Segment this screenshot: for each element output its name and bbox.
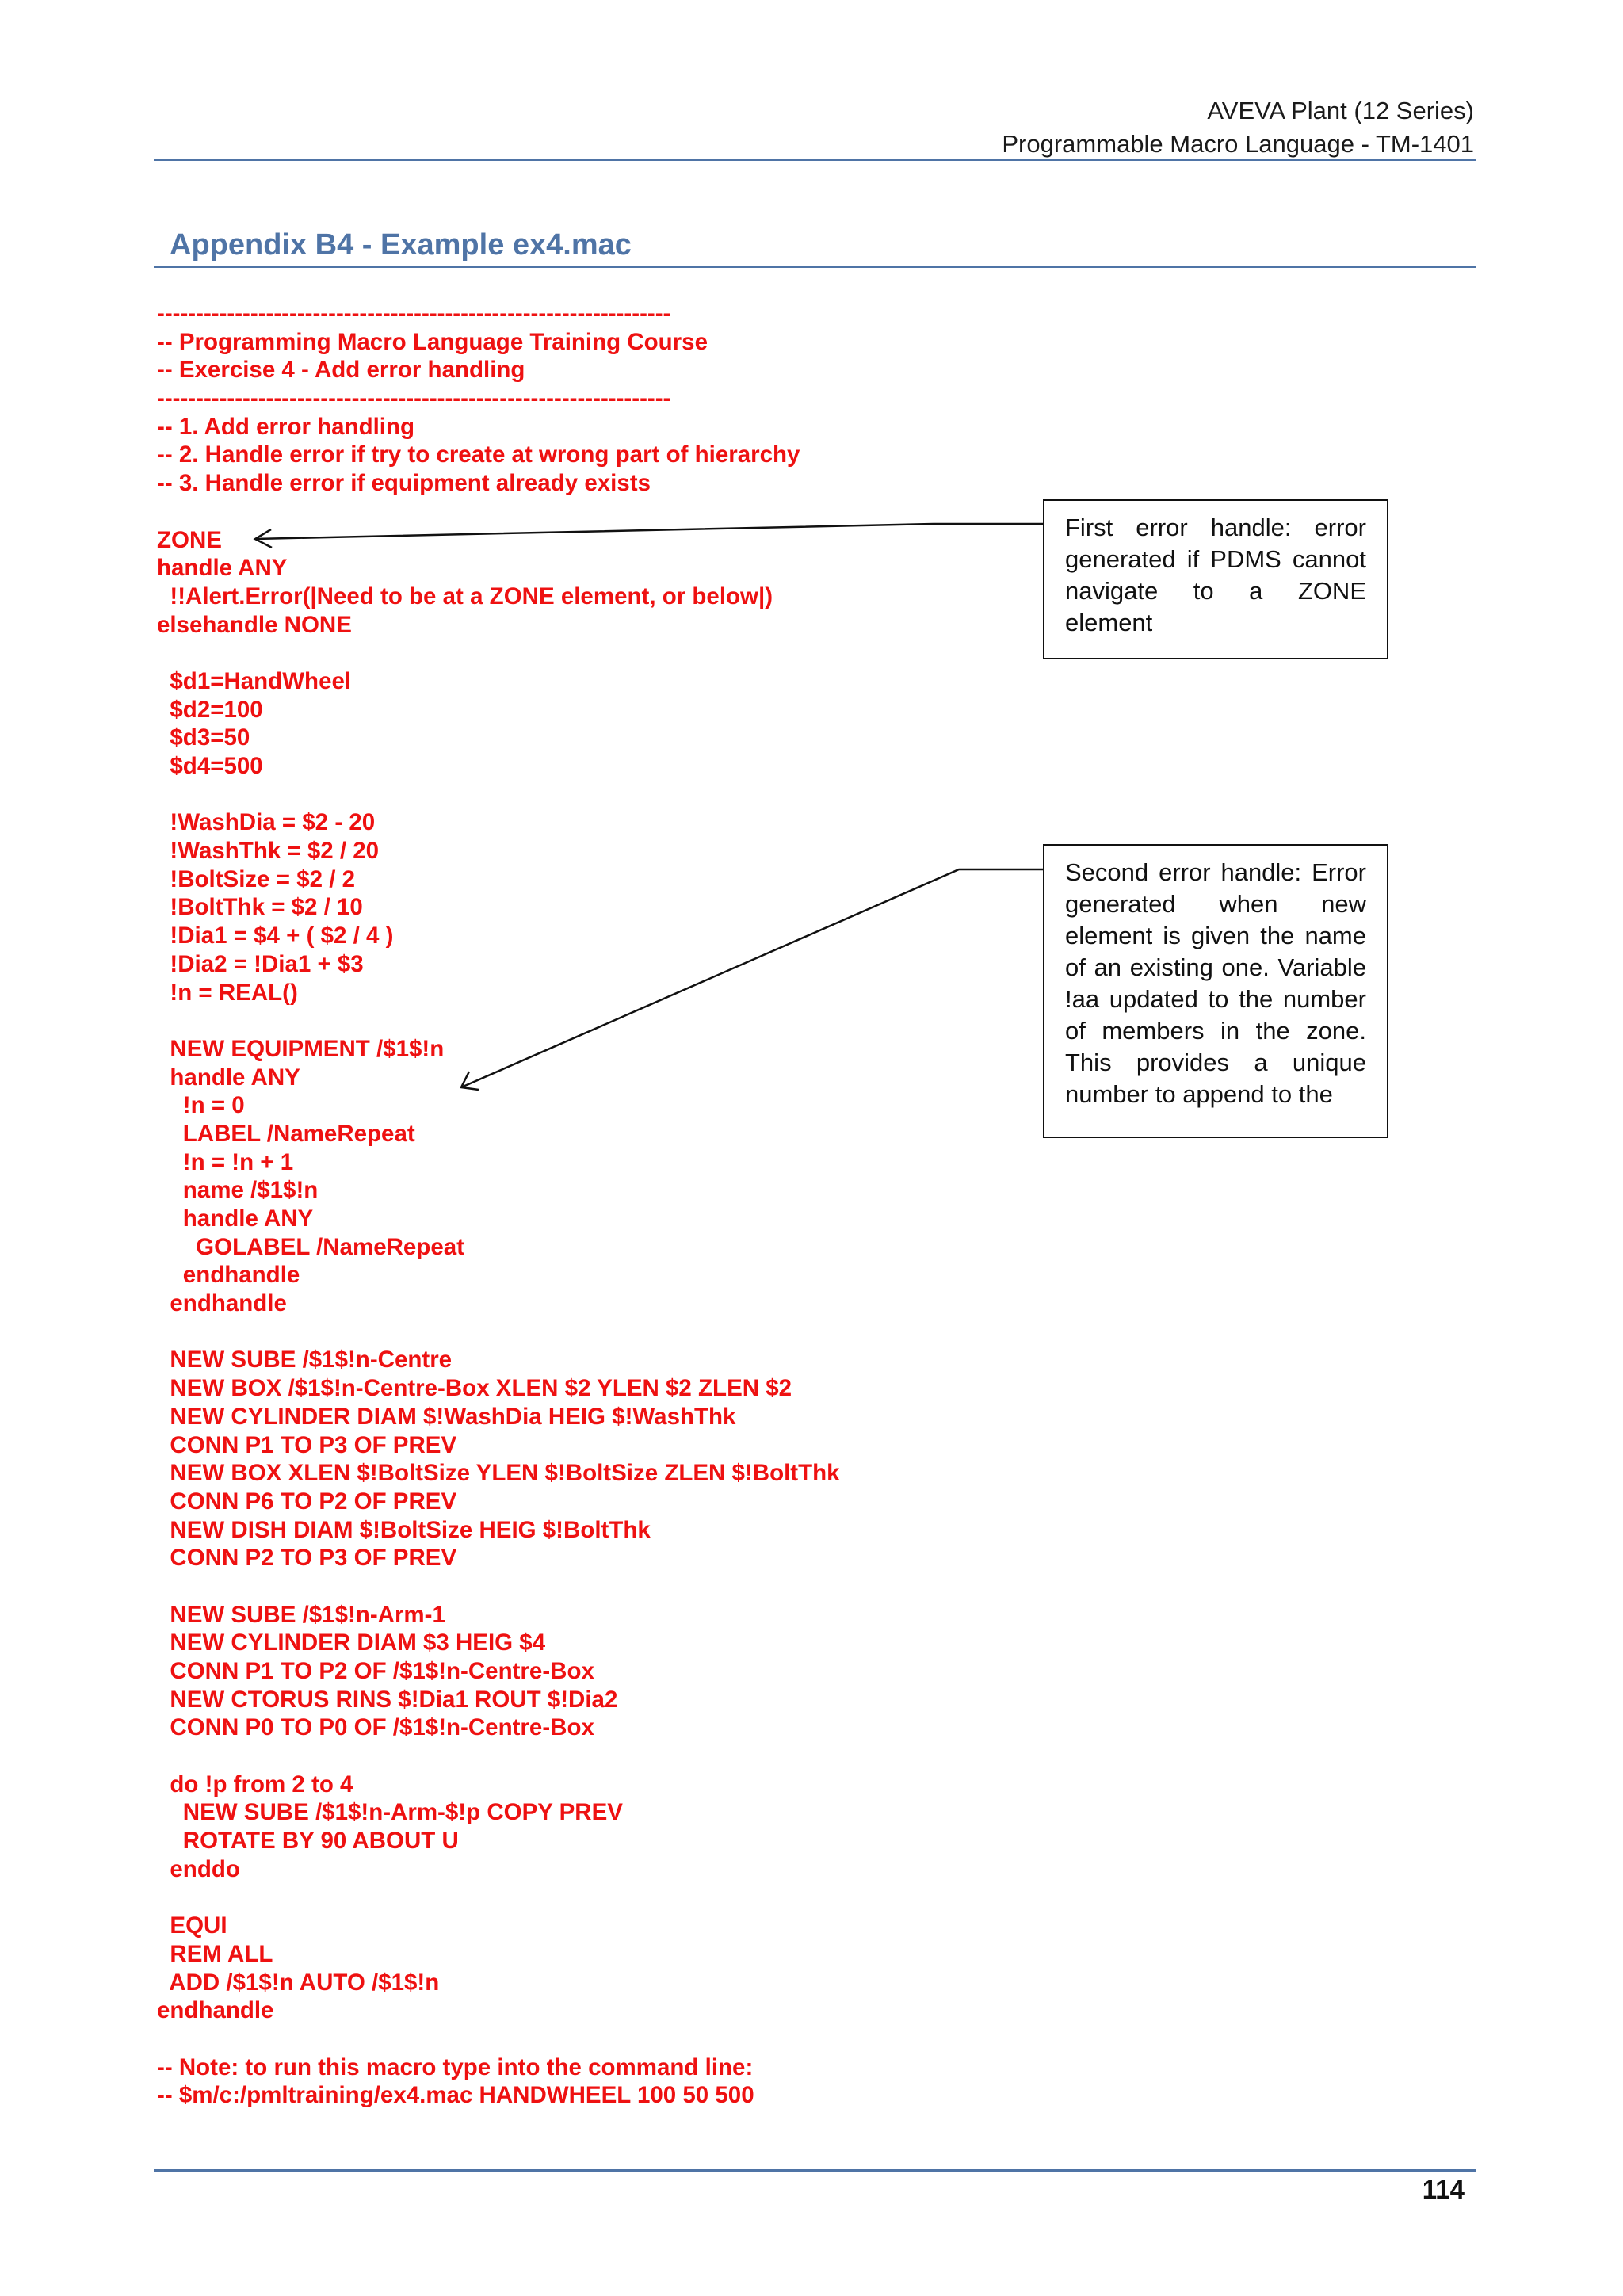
- code-line: endhandle: [157, 1997, 274, 2024]
- code-line: ------------------------------------------------------------------: [157, 300, 671, 327]
- code-line: -- Programming Macro Language Training Course: [157, 328, 708, 355]
- code-line: !n = REAL(): [157, 979, 298, 1006]
- page-number: 114: [1422, 2175, 1465, 2204]
- code-line: !WashDia = $2 - 20: [157, 809, 376, 836]
- code-line: $d2=100: [157, 696, 263, 723]
- code-line: NEW BOX XLEN $!BoltSize YLEN $!BoltSize ZLEN $!BoltThk: [157, 1460, 840, 1487]
- code-line: CONN P1 TO P3 OF PREV: [157, 1431, 457, 1458]
- code-line: !WashThk = $2 / 20: [157, 838, 380, 865]
- code-line: NEW SUBE /$1$!n-Arm-1: [157, 1601, 445, 1628]
- code-listing: [157, 300, 840, 2110]
- code-line: $d3=50: [157, 724, 250, 751]
- code-line: LABEL /NameRepeat: [157, 1120, 415, 1147]
- code-line: NEW BOX /$1$!n-Centre-Box XLEN $2 YLEN $2 ZLEN $2: [157, 1375, 792, 1402]
- footer-rule: [154, 2169, 1476, 2172]
- code-line: -- 1. Add error handling: [157, 413, 415, 440]
- code-line: !n = !n + 1: [157, 1148, 294, 1175]
- code-line: endhandle: [157, 1262, 300, 1289]
- code-line: [157, 1318, 840, 1347]
- code-line: endhandle: [157, 1290, 287, 1317]
- code-line: NEW SUBE /$1$!n-Arm-$!p COPY PREV: [157, 1799, 623, 1826]
- code-line: CONN P1 TO P2 OF /$1$!n-Centre-Box: [157, 1658, 594, 1684]
- code-line: name /$1$!n: [157, 1177, 319, 1204]
- header-product: AVEVA Plant (12 Series): [1207, 97, 1474, 124]
- code-line: [157, 2025, 840, 2053]
- code-line: handle ANY: [157, 1205, 314, 1232]
- header-document-title: Programmable Macro Language - TM-1401: [1002, 130, 1474, 158]
- code-line: GOLABEL /NameRepeat: [157, 1233, 464, 1260]
- code-line: enddo: [157, 1855, 240, 1882]
- code-line: [157, 781, 840, 809]
- code-line: ADD /$1$!n AUTO /$1$!n: [157, 1969, 440, 1996]
- code-line: -- 3. Handle error if equipment already exists: [157, 470, 651, 497]
- code-line: -- Note: to run this macro type into the command line:: [157, 2053, 754, 2080]
- callout-second-text: Second error handle: Error generated when new element is given the name of an existing one. Variable !aa updated to the number of members in the zone. This provides a unique number to append to the: [1065, 858, 1366, 1108]
- code-line: !Dia1 = $4 + ( $2 / 4 ): [157, 923, 394, 949]
- code-line: [157, 1007, 840, 1035]
- code-line: ZONE: [157, 526, 222, 553]
- callout-first-error-handle: [1043, 499, 1388, 659]
- code-line: CONN P0 TO P0 OF /$1$!n-Centre-Box: [157, 1714, 594, 1741]
- code-line: REM ALL: [157, 1940, 273, 1967]
- code-line: -- 2. Handle error if try to create at wrong part of hierarchy: [157, 441, 800, 468]
- code-line: !n = 0: [157, 1092, 245, 1119]
- code-line: [157, 1742, 840, 1771]
- code-line: elsehandle NONE: [157, 611, 352, 638]
- code-line: CONN P2 TO P3 OF PREV: [157, 1545, 457, 1572]
- appendix-title: Appendix B4 - Example ex4.mac: [170, 228, 632, 262]
- code-line: !!Alert.Error(|Need to be at a ZONE element, or below|): [157, 583, 773, 609]
- code-line: [157, 498, 840, 526]
- code-line: -- Exercise 4 - Add error handling: [157, 357, 525, 384]
- code-line: ------------------------------------------------------------------: [157, 385, 671, 412]
- code-line: handle ANY: [157, 555, 288, 582]
- code-line: ROTATE BY 90 ABOUT U: [157, 1828, 459, 1855]
- code-line: -- $m/c:/pmltraining/ex4.mac HANDWHEEL 100 50 500: [157, 2082, 754, 2109]
- code-line: !BoltSize = $2 / 2: [157, 865, 356, 892]
- header-rule: [154, 159, 1476, 161]
- code-line: EQUI: [157, 1912, 227, 1939]
- code-line: NEW CYLINDER DIAM $!WashDia HEIG $!WashThk: [157, 1403, 736, 1430]
- code-line: handle ANY: [157, 1064, 300, 1091]
- code-line: !BoltThk = $2 / 10: [157, 894, 363, 921]
- code-line: CONN P6 TO P2 OF PREV: [157, 1488, 457, 1515]
- code-line: [157, 1884, 840, 1912]
- code-line: NEW CTORUS RINS $!Dia1 ROUT $!Dia2: [157, 1686, 618, 1713]
- code-line: !Dia2 = !Dia1 + $3: [157, 950, 364, 977]
- code-line: NEW EQUIPMENT /$1$!n: [157, 1035, 445, 1062]
- title-rule: [154, 266, 1476, 268]
- code-line: do !p from 2 to 4: [157, 1771, 353, 1797]
- code-line: NEW SUBE /$1$!n-Centre: [157, 1347, 453, 1373]
- code-line: $d1=HandWheel: [157, 667, 352, 694]
- callout-first-text: First error handle: error generated if PDMS cannot navigate to a ZONE element: [1065, 514, 1366, 636]
- code-line: NEW CYLINDER DIAM $3 HEIG $4: [157, 1629, 546, 1656]
- callout-second-error-handle: [1043, 844, 1388, 1138]
- code-line: [157, 639, 840, 667]
- code-line: [157, 1572, 840, 1601]
- code-line: $d4=500: [157, 753, 263, 779]
- code-line: NEW DISH DIAM $!BoltSize HEIG $!BoltThk: [157, 1516, 651, 1543]
